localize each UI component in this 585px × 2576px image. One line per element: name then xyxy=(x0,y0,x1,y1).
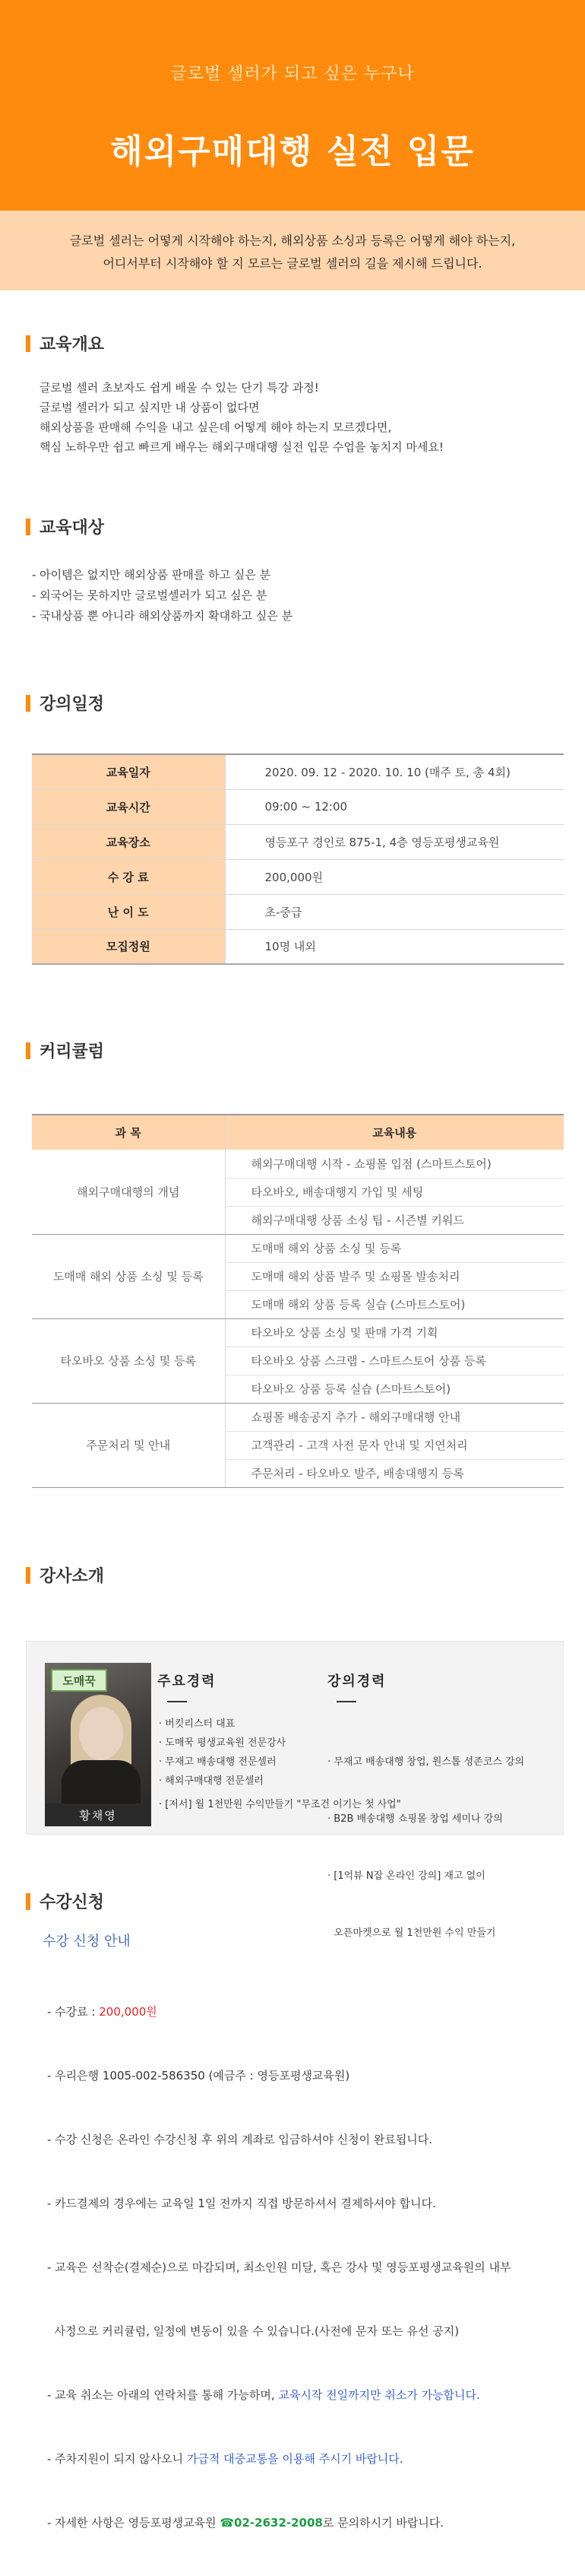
curriculum-item: 도매매 해외 상품 발주 및 쇼핑몰 발송처리 xyxy=(225,1262,564,1290)
schedule-key: 수 강 료 xyxy=(32,859,225,894)
list-item: · 해외구매대행 전문셀러 xyxy=(159,1775,264,1787)
career-rule xyxy=(167,1701,187,1702)
curriculum-item: 타오바오 상품 등록 실습 (스마트스토어) xyxy=(225,1375,564,1403)
instructor-photo xyxy=(45,1663,151,1804)
table-row xyxy=(32,1318,564,1347)
curriculum-table xyxy=(32,1114,564,1488)
career-title: 주요경력 xyxy=(157,1673,217,1689)
fee-value: 200,000원 xyxy=(99,2005,157,2019)
table-row xyxy=(32,929,564,964)
heading-text: 교육개요 xyxy=(40,335,105,354)
curriculum-item: 해외구매대행 시작 - 쇼핑몰 입점 (스마트스토어) xyxy=(225,1150,564,1178)
schedule-table xyxy=(32,753,564,965)
cancel-highlight: 교육시작 전일까지만 취소가 가능합니다. xyxy=(278,2388,480,2402)
list-item: · 도매꾹 평생교육원 전문강사 xyxy=(159,1737,286,1749)
schedule-value: 영등포구 경인로 875-1, 4층 영등포평생교육원 xyxy=(225,824,564,859)
list-item: - 카드결제의 경우에는 교육일 1일 전까지 직접 방문하셔서 결제하셔야 합니다. xyxy=(47,2197,436,2210)
table-row xyxy=(32,824,564,859)
contact-text: - 자세한 사항은 영등포평생교육원 xyxy=(47,2516,220,2530)
list-item: - 외국어는 못하지만 글로벌셀러가 되고 싶은 분 xyxy=(32,588,267,602)
list-item xyxy=(47,2384,511,2406)
curriculum-subject: 해외구매대행의 개념 xyxy=(32,1150,225,1234)
intro-line: 글로벌 셀러는 어떻게 시작해야 하는지, 해외상품 소싱과 등록은 어떻게 해야 하는지, xyxy=(69,233,516,248)
list-item: - 아이템은 없지만 해외상품 판매를 하고 싶은 분 xyxy=(32,568,271,582)
curriculum-item: 주문처리 - 타오바오 발주, 배송대행지 등록 xyxy=(225,1459,564,1487)
table-row xyxy=(32,1234,564,1262)
schedule-value: 200,000원 xyxy=(225,859,564,894)
photo-body xyxy=(62,1760,141,1806)
apply-list xyxy=(47,1959,511,2576)
heading-bar xyxy=(26,519,30,535)
column-header-subject: 과 목 xyxy=(32,1115,225,1150)
curriculum-item: 쇼핑몰 배송공지 추가 - 해외구매대행 안내 xyxy=(225,1403,564,1431)
curriculum-subject: 타오바오 상품 소싱 및 등록 xyxy=(32,1318,225,1403)
table-header-row xyxy=(32,1115,564,1150)
overview-line: 핵심 노하우만 쉽고 빠르게 배우는 해외구매대행 실전 입문 수업을 놓치지 마세요! xyxy=(40,440,444,454)
heading-bar xyxy=(26,335,30,352)
list-item: · [저서] 월 1천만원 수익만들기 "무조건 이기는 첫 사업" xyxy=(159,1799,401,1810)
schedule-key: 난 이 도 xyxy=(32,894,225,929)
section-heading-overview xyxy=(26,332,104,355)
table-row xyxy=(32,789,564,824)
curriculum-item: 타오바오 상품 스크랩 - 스마트스토어 상품 등록 xyxy=(225,1347,564,1375)
table-row xyxy=(32,1403,564,1431)
lecture-title: 강의경력 xyxy=(327,1673,387,1689)
instructor-name: 황채영 xyxy=(45,1804,151,1826)
list-item: · [1억뷰 N잡 온라인 강의] 재고 없이 xyxy=(327,1870,485,1882)
schedule-key: 모집정원 xyxy=(32,929,225,964)
contact-phone[interactable]: ☎02-2632-2008 xyxy=(220,2516,323,2530)
list-item: - 우리은행 1005-002-586350 (예금주 : 영등포평생교육원) xyxy=(47,2069,350,2083)
list-item: - 수강 신청은 온라인 수강신청 후 위의 계좌로 입금하셔야 신청이 완료됩니다. xyxy=(47,2133,433,2146)
heading-text: 커리큘럼 xyxy=(40,1042,105,1061)
target-list xyxy=(32,565,292,627)
lecture-rule xyxy=(337,1701,356,1702)
schedule-value: 초-중급 xyxy=(225,894,564,929)
curriculum-subject: 도매매 해외 상품 소싱 및 등록 xyxy=(32,1234,225,1318)
heading-text: 강사소개 xyxy=(40,1567,105,1586)
curriculum-item: 타오바오, 배송대행지 가입 및 세팅 xyxy=(225,1178,564,1206)
schedule-key: 교육일자 xyxy=(32,754,225,789)
apply-subheading: 수강 신청 안내 xyxy=(43,1934,131,1949)
hero-title: 해외구매대행 실전 입문 xyxy=(110,132,475,171)
heading-bar xyxy=(26,695,30,712)
list-item: · B2B 배송대행 쇼핑몰 창업 세미나 강의 xyxy=(327,1813,503,1825)
column-header-content: 교육내용 xyxy=(225,1115,564,1150)
curriculum-item: 해외구매대행 상품 소싱 팁 - 시즌별 키워드 xyxy=(225,1206,564,1234)
list-item xyxy=(47,2448,511,2470)
company-logo: 도매꾹 xyxy=(51,1669,107,1692)
schedule-value: 2020. 09. 12 - 2020. 10. 10 (매주 토, 총 4회) xyxy=(225,754,564,789)
curriculum-subject: 주문처리 및 안내 xyxy=(32,1403,225,1487)
parking-highlight: 가급적 대중교통을 이용해 주시기 바랍니다. xyxy=(186,2452,403,2466)
heading-bar xyxy=(26,1893,30,1910)
schedule-key: 교육장소 xyxy=(32,824,225,859)
list-item: - 교육은 선착순(결제순)으로 마감되며, 최소인원 미달, 혹은 강사 및 영등포평생교육원의 내부 xyxy=(47,2260,511,2274)
heading-text: 교육대상 xyxy=(40,519,105,538)
list-item: 사정으로 커리큘럼, 일정에 변동이 있을 수 있습니다.(사전에 문자 또는 유선 공지) xyxy=(47,2324,460,2338)
heading-text: 강의일정 xyxy=(40,695,105,714)
table-row xyxy=(32,859,564,894)
list-item: · 무재고 배송대행 창업, 원스톱 셩존코스 강의 xyxy=(327,1756,525,1768)
schedule-value: 09:00 ~ 12:00 xyxy=(225,789,564,824)
overview-text xyxy=(40,378,444,457)
curriculum-item: 도매매 해외 상품 등록 실습 (스마트스토어) xyxy=(225,1290,564,1318)
list-item: - 국내상품 뿐 아니라 해외상품까지 확대하고 싶은 분 xyxy=(32,609,293,623)
intro-line: 어디서부터 시작해야 할 지 모르는 글로벌 셀러의 길을 제시해 드립니다. xyxy=(103,256,482,271)
section-heading-curriculum xyxy=(26,1039,104,1062)
curriculum-item: 고객관리 - 고객 사전 문자 안내 및 지연처리 xyxy=(225,1431,564,1459)
schedule-key: 교육시간 xyxy=(32,789,225,824)
intro-band xyxy=(0,211,585,290)
overview-line: 글로벌 셀러 초보자도 쉽게 배울 수 있는 단기 특강 과정! xyxy=(40,381,319,395)
table-row xyxy=(32,894,564,929)
table-row xyxy=(32,754,564,789)
section-heading-apply xyxy=(26,1889,104,1913)
list-item: 오픈마켓으로 월 1천만원 수익 만들기 xyxy=(327,1927,496,1939)
list-item xyxy=(47,2001,511,2022)
heading-bar xyxy=(26,1567,30,1584)
section-heading-schedule xyxy=(26,691,104,715)
section-heading-instructor xyxy=(26,1563,104,1587)
list-item: · 버킷리스터 대표 xyxy=(159,1718,236,1730)
photo-face xyxy=(79,1707,123,1760)
schedule-value: 10명 내외 xyxy=(225,929,564,964)
table-row xyxy=(32,1150,564,1178)
contact-suffix: 로 문의하시기 바랍니다. xyxy=(322,2516,444,2530)
curriculum-item: 타오바오 상품 소싱 및 판매 가격 기획 xyxy=(225,1318,564,1347)
heading-bar xyxy=(26,1042,30,1059)
hero-subtitle: 글로벌 셀러가 되고 싶은 누구나 xyxy=(170,65,415,84)
overview-line: 해외상품을 판매해 수익을 내고 싶은데 어떻게 해야 하는지 모르겠다면, xyxy=(40,420,392,434)
hero-banner xyxy=(0,0,585,211)
cancel-text: - 교육 취소는 아래의 연락처를 통해 가능하며, xyxy=(47,2388,279,2402)
lecture-list xyxy=(327,1715,524,1981)
section-heading-target xyxy=(26,515,104,538)
overview-line: 글로벌 셀러가 되고 싶지만 내 상품이 없다면 xyxy=(40,401,260,414)
fee-label: - 수강료 : xyxy=(47,2005,100,2019)
curriculum-item: 도매매 해외 상품 소싱 및 등록 xyxy=(225,1234,564,1262)
list-item xyxy=(47,2512,511,2533)
heading-text: 수강신청 xyxy=(40,1893,105,1912)
list-item: · 무재고 배송대행 전문셀러 xyxy=(159,1756,277,1768)
parking-text: - 주차지원이 되지 않사오니 xyxy=(47,2452,187,2466)
